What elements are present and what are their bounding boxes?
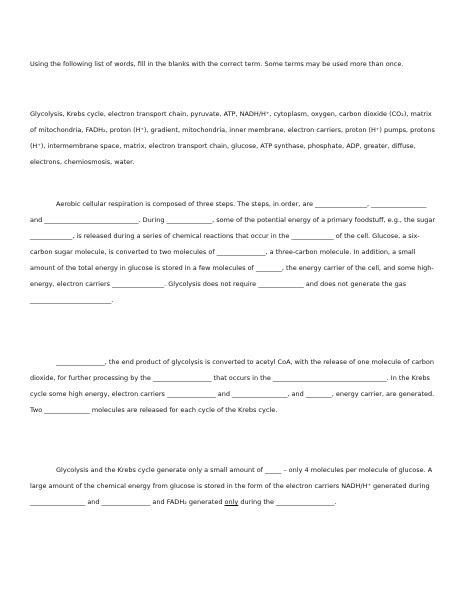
krebs-paragraph <box>30 354 438 418</box>
atp-paragraph-text-before: Glycolysis and the Krebs cycle generate only a small amount of _____ – only 4 molecules per molecule of glucose. A large amount of the chemical energy from glucose is stored in the form of the electron carriers NADH/H⁺ generated during _________________ and _______________ and FADH₂ generated <box>30 466 433 506</box>
glycolysis-paragraph <box>30 196 438 308</box>
instructions-text: Using the following list of words, fill in the blanks with the correct term. Some terms may be used more than once. <box>30 60 404 68</box>
word-bank-text: Glycolysis, Krebs cycle, electron transport chain, pyruvate, ATP, NADH/H⁺, cytoplasm, oxygen, carbon dioxide (CO₂), matrix of mitochondria, FADH₂, proton (H⁺), gradient, mitochondria, inner membrane, electron carriers, proton (H⁺) pumps, protons (H⁺), intermembrane space, matrix, electron transport chain, glucose, ATP synthase, phosphate, ADP, greater, diffuse, electrons, chemiosmosis, water. <box>30 110 435 166</box>
krebs-paragraph-text: _______________, the end product of glycolysis is converted to acetyl CoA, with the release of one molecule of carbon dioxide, for further processing by the __________________ that occurs in the ___________________________________. In the Krebs cycle some high energy, electron carriers _______________ and _________________, and ________, energy carrier, are generated. Two ______________ molecules are released for each cycle of the Krebs cycle. <box>30 358 435 414</box>
atp-paragraph-text-after: during the __________________. <box>238 498 337 506</box>
glycolysis-paragraph-text: Aerobic cellular respiration is composed of three steps. The steps, in order, are ________________, _________________ and _____________________________. During ______________, some of the potential energy of a primary foodstuff, e.g., the sugar _____________, is released during a series of chemical reactions that occur in the _____________ of the cell. Glucose, a six-carbon sugar molecule, is converted to two molecules of _______________, a three-carbon molecule. In addition, a small amount of the total energy in glucose is stored in a few molecules of ________, the energy carrier of the cell, and some high-energy, electron carriers ________________. Glycolysis does not require ______________ and does not generate the gas _________________________. <box>30 200 436 304</box>
atp-paragraph <box>30 462 438 510</box>
atp-paragraph-emphasis: only <box>224 498 239 506</box>
